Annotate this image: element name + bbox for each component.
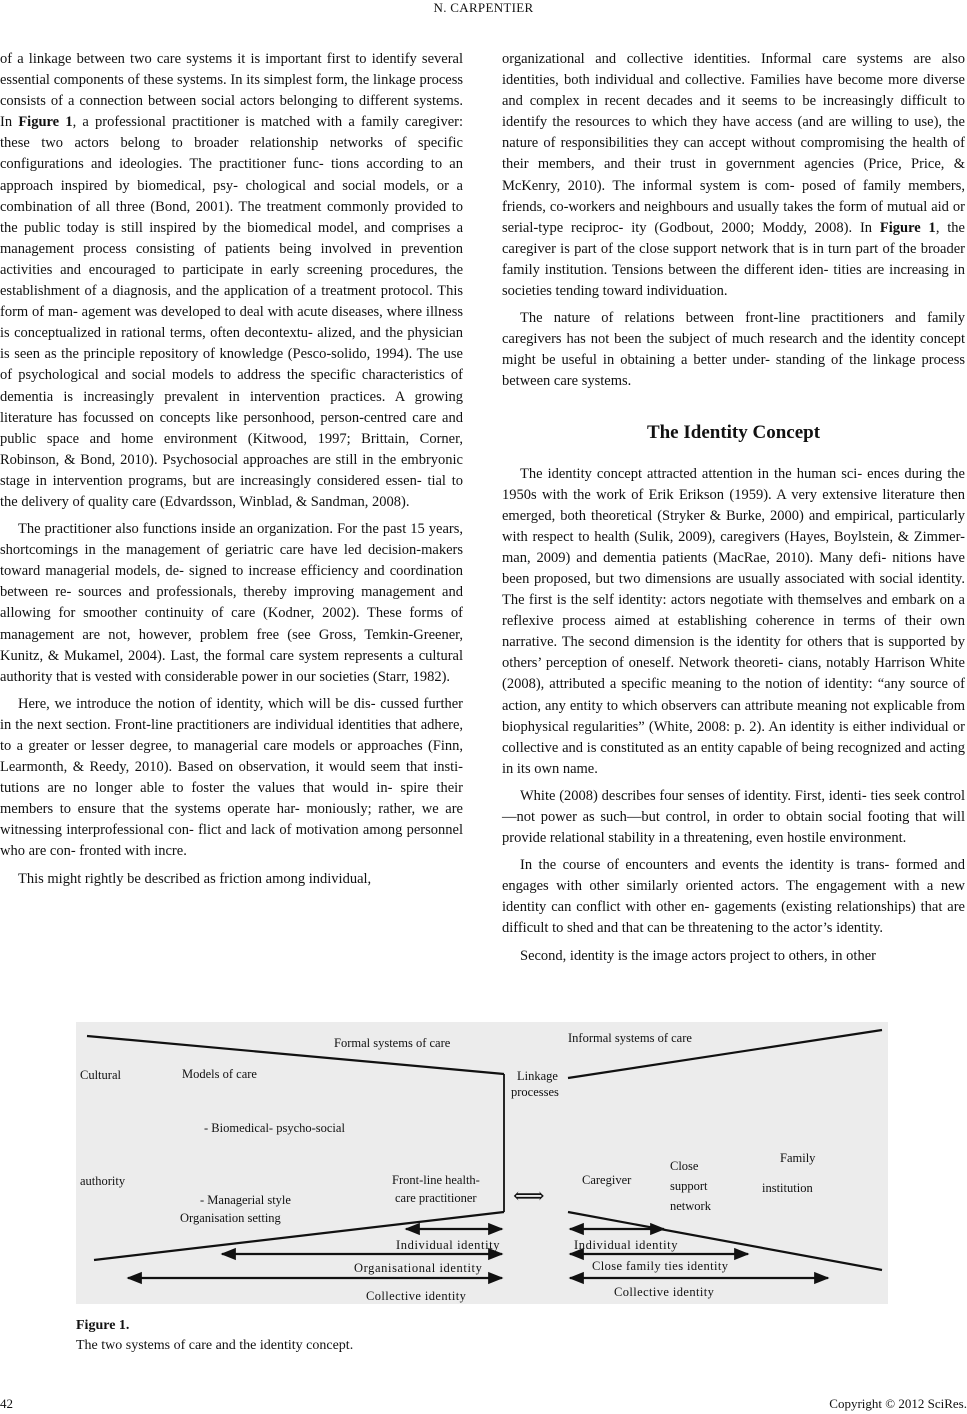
figure-ref: Figure 1: [879, 219, 936, 236]
figure-caption: [76, 1316, 353, 1356]
left-paragraph-1: of a linkage between two care systems it is important first to identify several essential components of these systems. In its simplest form, the linkage process consists of a connection between social actors belonging to different systems. In Figure 1, a professional practitioner is matched with a family caregiver: these two actors belong to broader relationship networks of specific configurations and ideologies. The practitioner func- tions according to an approach inspired by biomedical, psy- chological and social models, or a combination of all three (Bond, 2001). The treatment commonly provided to the public today is still inspired by the biomedical model, and comprises a management process consisting of patients being involved in prevention activities and encouraged to participate in early screening procedures, the establishment of a diagnosis, and the application of a treatment protocol. This form of man- agement was developed to deal with acute diseases, where illness is conceptualized in rational terms, often decontextu- alized, and the physician is seen as the principle repository of knowledge (Pesco-solido, 1994). The use of psychological and social models to address the specific characteristics of dementia is increasingly prevalent in intervention practices. A growing literature has focussed on concepts like personhood, person-centred care and public space and home environment (Kitwood, 1997; Brittain, Corner, Robinson, & Bond, 2010). Psychosocial approaches are still in the embryonic stage in intervention programs, but are increasingly considered essen- tial to the delivery of quality care (Edvardsson, Winblad, & Sandman, 2008).: [0, 51, 464, 510]
close-label: Close: [670, 1159, 699, 1173]
formal-bottom-line: [94, 1212, 504, 1260]
figure-diagram: [76, 1022, 888, 1304]
linkage-label-2: processes: [511, 1085, 559, 1099]
figure-1: [76, 1022, 888, 1304]
right-paragraph-5: In the course of encounters and events the identity is trans- formed and engages with other similarly oriented actors. The engagement with a new identity can conflict with other en- gagements (existing relationships) that are difficult to shed and that can be threatening to the actor’s identity.: [502, 857, 965, 937]
authority-label: authority: [80, 1174, 126, 1188]
collective-identity-label-right: Collective identity: [614, 1285, 715, 1299]
right-paragraph-4: White (2008) describes four senses of identity. First, identi- ties seek control—not power as such—but control, in order to obtain social footing that will provide relational stability in a threatening, even hostile environment.: [502, 787, 965, 847]
copyright: Copyright © 2012 SciRes.: [829, 1396, 967, 1411]
running-head: N. CARPENTIER: [433, 0, 534, 15]
frontline-label-1: Front-line health-: [392, 1173, 480, 1187]
formal-systems-title: Formal systems of care: [334, 1036, 451, 1050]
frontline-label-2: care practitioner: [395, 1191, 477, 1205]
organisation-setting-label: Organisation setting: [180, 1211, 281, 1225]
right-paragraph-2: The nature of relations between front-line practitioners and family caregivers has not been the subject of much research and the identity concept might be useful in obtaining a better under- standing of the linkage process between care systems.: [502, 310, 965, 390]
individual-identity-label-left: Individual identity: [396, 1238, 501, 1252]
page-number: 42: [0, 1396, 13, 1411]
caregiver-label: Caregiver: [582, 1173, 632, 1187]
biomedical-label: - Biomedical- psycho-social: [204, 1121, 345, 1135]
left-paragraph-3: Here, we introduce the notion of identity, which will be dis- cussed further in the next section. Front-line practitioners are individual identities that adhere, to a greater or lesser degree, to managerial care models or approaches (Finn, Learmonth, & Reedy, 2010). Based on observation, it would seem that insti- tutions are no longer able to foster the values that would in- spire their members to ensure that the systems operate har- moniously; rather, we are witnessing interprofessional con- flict and lack of motivation among personnel who are con- fronted with incre.: [0, 695, 463, 860]
figure-caption-text: The two systems of care and the identity concept.: [76, 1338, 354, 1353]
linkage-double-arrow: ⟺: [513, 1183, 545, 1208]
right-paragraph-6: Second, identity is the image actors project to others, in other: [520, 947, 876, 964]
right-paragraph-3: The identity concept attracted attention in the human sci- ences during the 1950s with the work of Erik Erikson (1959). A very extensive literature then emerged, both theoretical (Stryker & Burke, 2000) and empirical, particularly with respect to health (Sulik, 2009), caregivers (Hayes, Boylstein, & Zimmer- man, 2009) and dementia patients (MacRae, 2010). Many defi- nitions have been proposed, but two dimensions are usually associated with social identity. The first is the self identity: actors negotiate with themselves and embark on a reflexive process aimed at establishing coherence in terms of their own narrative. The second dimension is the identity for others that is supported by others’ perception of oneself. Network theoreti- cians, notably Harrison White (2008), attributed a specific meaning to the notion of identity: “any source of action, any entity to which observers can attribute meaning not explicable from biophysical regularities” (White, 2008: p. 2). An identity is either individual or collective and is constituted as an entity capable of being recognized and acting in its own name.: [502, 465, 965, 777]
figure-caption-label: Figure 1.: [76, 1318, 130, 1333]
institution-label: institution: [762, 1181, 813, 1195]
managerial-label: - Managerial style: [200, 1193, 291, 1207]
support-label: support: [670, 1179, 708, 1193]
models-of-care-label: Models of care: [182, 1067, 257, 1081]
network-label: network: [670, 1199, 711, 1213]
cultural-label: Cultural: [80, 1068, 121, 1082]
figure-ref: Figure 1: [18, 114, 73, 131]
left-column: [0, 49, 463, 890]
collective-identity-label-left: Collective identity: [366, 1289, 467, 1303]
left-paragraph-4: This might rightly be described as friction among individual,: [18, 870, 372, 887]
organisational-identity-label: Organisational identity: [354, 1261, 483, 1275]
informal-systems-title: Informal systems of care: [568, 1031, 692, 1045]
right-paragraph-1: organizational and collective identities. Informal care systems are also identities, both individual and collective. Families have become more diverse and complex in recent decades and it seems to be increasingly difficult to identify the resources to which they have access (and are willing to use), the nature of responsibilities they can accept without compromising the health of their members, and their trust in government agencies (Price, Price, & McKenry, 2010). The informal system is com- posed of family members, friends, co-workers and neighbours and usually takes the form of mutual aid or serial-type reciproc- ity (Godbout, 2000; Moddy, 2008). In Figure 1, the caregiver is part of the close support network that is in turn part of the broader family institution. Tensions between the different iden- tities are increasing in societies tending toward individuation.: [502, 51, 965, 300]
section-heading: The Identity Concept: [646, 421, 821, 443]
individual-identity-label-right: Individual identity: [574, 1238, 679, 1252]
left-paragraph-2: The practitioner also functions inside an organization. For the past 15 years, shortcomings in the management of geriatric care have led decision-makers toward managerial models, de- signed to increase efficiency and coordination between re- sources and professionals, thereby improving management and allowing for smoother continuity of care (Kodner, 2002). These forms of management are not, however, problem free (see Gross, Temkin-Greener, Kunitz, & Mukamel, 2004). Last, the formal care system represents a cultural authority that is vested with considerable power in our societies (Starr, 1982).: [0, 521, 463, 685]
linkage-label-1: Linkage: [517, 1069, 558, 1083]
close-family-identity-label: Close family ties identity: [592, 1259, 729, 1273]
family-label: Family: [780, 1151, 816, 1165]
right-column: [502, 49, 965, 967]
